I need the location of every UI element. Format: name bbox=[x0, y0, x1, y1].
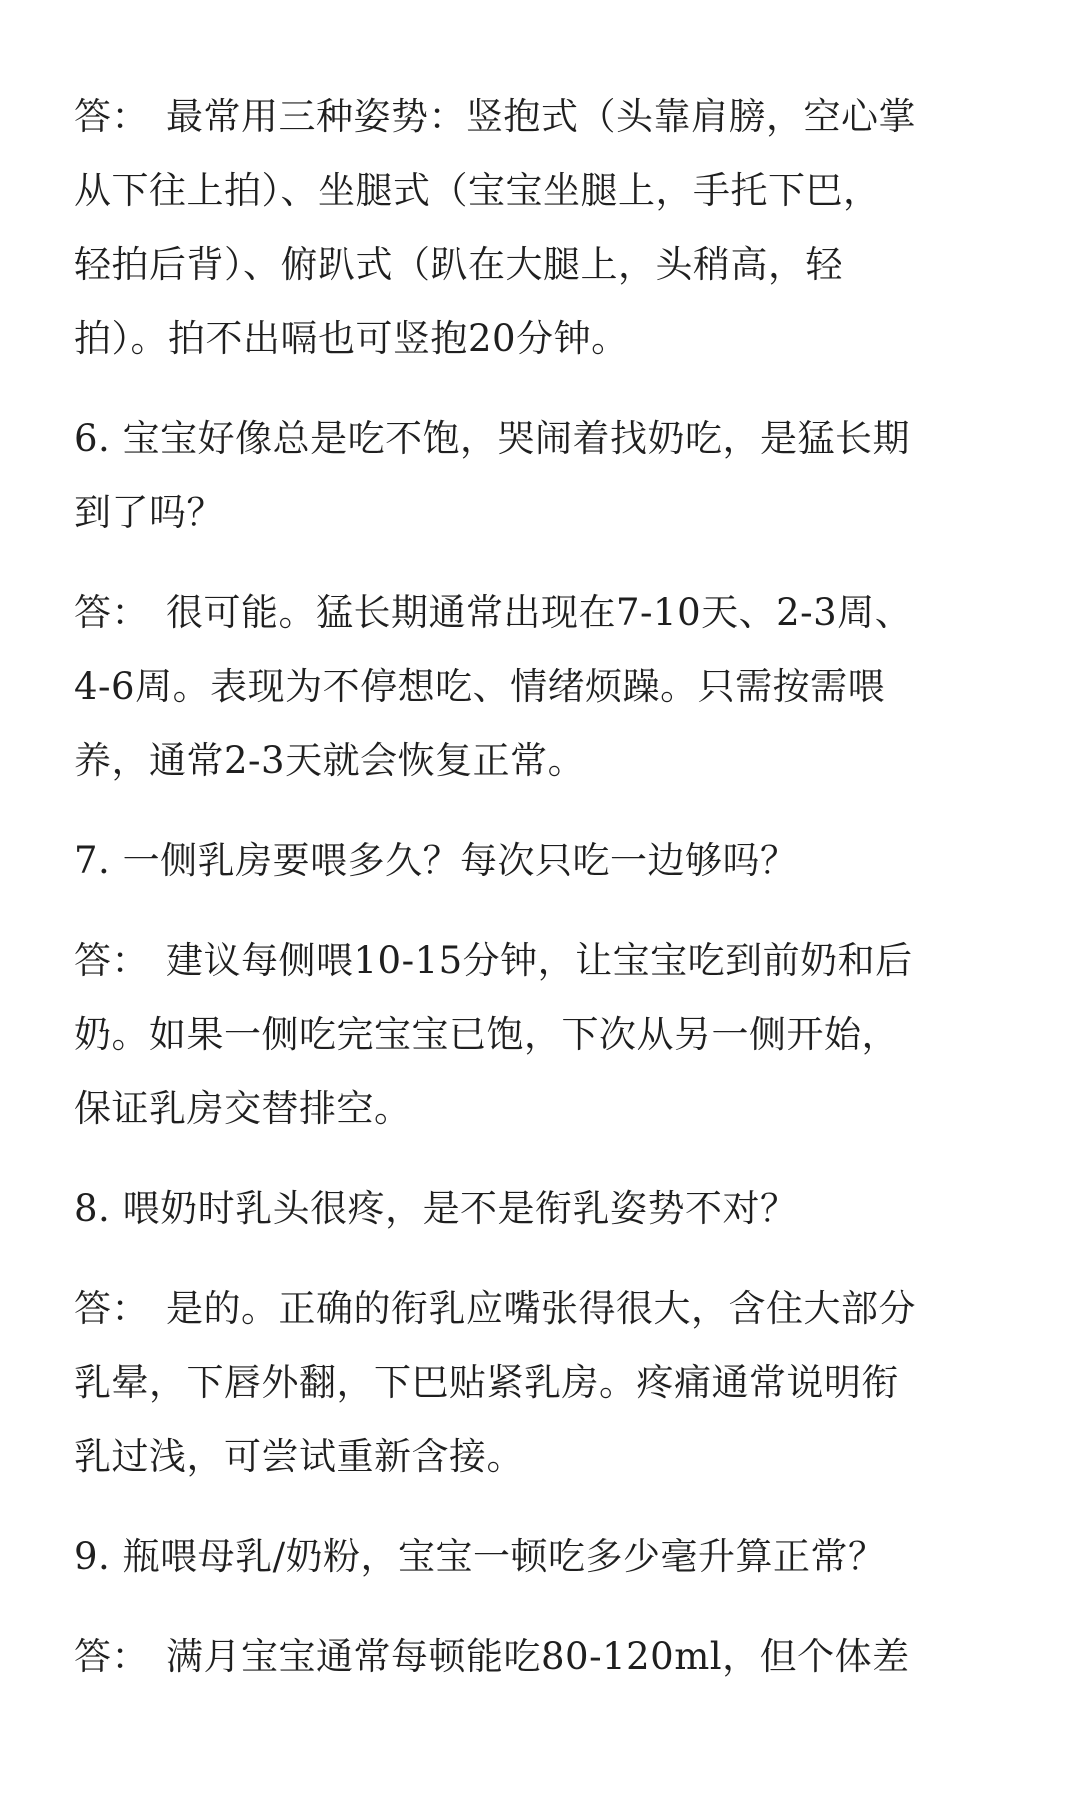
answer-line bbox=[74, 1620, 1010, 1694]
answer-line bbox=[74, 576, 1010, 650]
answer-paragraph bbox=[74, 924, 1010, 1146]
answer-line: 轻拍后背）、俯趴式（趴在大腿上，头稍高，轻 bbox=[74, 243, 843, 286]
answer-prefix: 答： bbox=[74, 1287, 149, 1330]
answer-line: 4-6周。表现为不停想吃、情绪烦躁。只需按需喂 bbox=[74, 665, 886, 708]
question-line: 8. 喂奶时乳头很疼，是不是衔乳姿势不对？ bbox=[74, 1187, 798, 1230]
question-line: 9. 瓶喂母乳/奶粉，宝宝一顿吃多少毫升算正常？ bbox=[74, 1535, 886, 1578]
answer-line: 养，通常2-3天就会恢复正常。 bbox=[74, 739, 586, 782]
answer-paragraph bbox=[74, 1620, 1010, 1694]
question-heading bbox=[74, 824, 1010, 898]
answer-line: 乳过浅，可尝试重新含接。 bbox=[74, 1435, 524, 1478]
answer-line: 奶。如果一侧吃完宝宝已饱，下次从另一侧开始， bbox=[74, 1013, 899, 1056]
answer-text: 是的。正确的衔乳应嘴张得很大，含住大部分 bbox=[166, 1287, 916, 1330]
answer-text: 建议每侧喂10-15分钟，让宝宝吃到前奶和后 bbox=[166, 939, 913, 982]
answer-line: 从下往上拍）、坐腿式（宝宝坐腿上，手托下巴， bbox=[74, 169, 881, 212]
answer-paragraph bbox=[74, 80, 1010, 376]
question-heading bbox=[74, 1520, 1010, 1594]
answer-paragraph bbox=[74, 576, 1010, 798]
answer-prefix: 答： bbox=[74, 95, 149, 138]
answer-text: 很可能。猛长期通常出现在7-10天、2-3周、 bbox=[166, 591, 913, 634]
answer-line bbox=[74, 924, 1010, 998]
answer-prefix: 答： bbox=[74, 939, 149, 982]
answer-prefix: 答： bbox=[74, 1635, 149, 1678]
answer-line bbox=[74, 1272, 1010, 1346]
question-heading bbox=[74, 402, 1010, 550]
answer-text: 满月宝宝通常每顿能吃80-120ml，但个体差 bbox=[166, 1635, 910, 1678]
answer-line: 保证乳房交替排空。 bbox=[74, 1087, 412, 1130]
answer-line: 拍）。拍不出嗝也可竖抱20分钟。 bbox=[74, 317, 629, 360]
question-line: 到了吗？ bbox=[74, 491, 224, 534]
question-line: 6. 宝宝好像总是吃不饱，哭闹着找奶吃，是猛长期 bbox=[74, 417, 911, 460]
answer-line bbox=[74, 80, 1010, 154]
answer-line: 乳晕，下唇外翻，下巴贴紧乳房。疼痛通常说明衔 bbox=[74, 1361, 899, 1404]
answer-prefix: 答： bbox=[74, 591, 149, 634]
answer-text: 最常用三种姿势：竖抱式（头靠肩膀，空心掌 bbox=[166, 95, 916, 138]
question-heading bbox=[74, 1172, 1010, 1246]
answer-paragraph bbox=[74, 1272, 1010, 1494]
question-line: 7. 一侧乳房要喂多久？每次只吃一边够吗？ bbox=[74, 839, 798, 882]
